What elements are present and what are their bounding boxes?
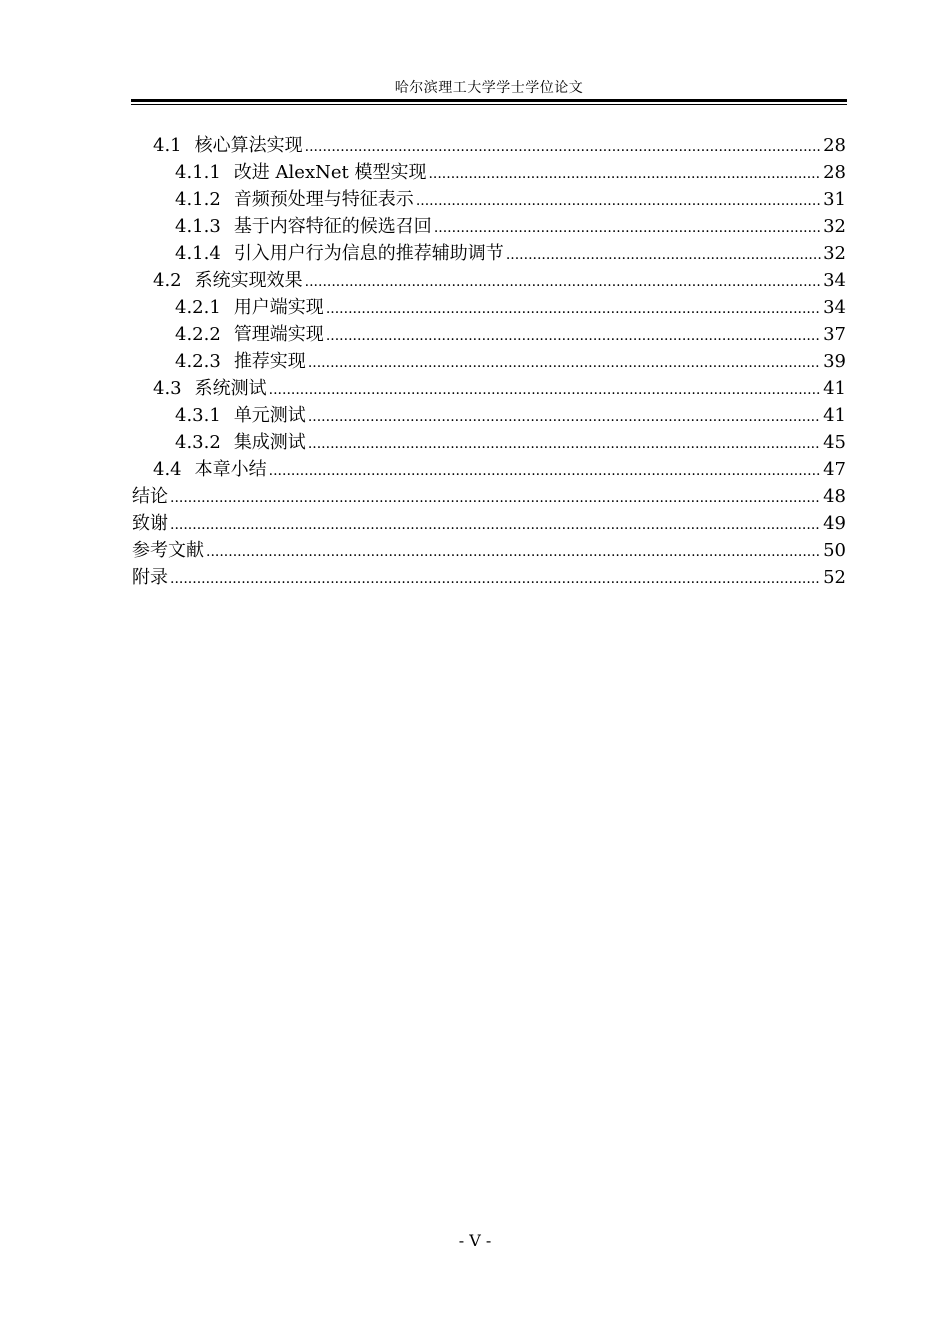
toc-entry-number: 4.3.2 (175, 432, 221, 453)
toc-entry-title: 音频预处理与特征表示 (233, 189, 414, 210)
toc-entry-title: 系统测试 (194, 378, 267, 399)
toc-entry[interactable] (132, 564, 846, 591)
toc-entry-page: 49 (823, 513, 846, 534)
toc-entry-page: 32 (823, 216, 846, 237)
toc-entry-title: 致谢 (132, 513, 168, 534)
toc-entry[interactable] (132, 294, 846, 321)
toc-dot-leader (170, 564, 821, 593)
toc-dot-leader (305, 132, 821, 161)
toc-entry-title: 单元测试 (233, 405, 306, 426)
toc-entry-page: 28 (823, 162, 846, 183)
toc-entry-page: 28 (823, 135, 846, 156)
toc-entry-page: 50 (823, 540, 846, 561)
toc-entry-number: 4.1 (153, 135, 182, 156)
table-of-contents (132, 132, 846, 591)
toc-entry-page: 48 (823, 486, 846, 507)
toc-dot-leader (434, 213, 821, 242)
toc-entry-number: 4.2 (153, 270, 182, 291)
toc-entry-number: 4.4 (153, 459, 182, 480)
toc-entry-number: 4.1.2 (175, 189, 221, 210)
toc-entry-page: 52 (823, 567, 846, 588)
toc-entry-title: 系统实现效果 (194, 270, 303, 291)
toc-entry-title: 结论 (132, 486, 168, 507)
toc-entry-number: 4.1.4 (175, 243, 221, 264)
toc-entry[interactable] (132, 375, 846, 402)
toc-entry-title: 推荐实现 (233, 351, 306, 372)
toc-entry-title: 管理端实现 (233, 324, 324, 345)
toc-entry-title: 基于内容特征的候选召回 (233, 216, 432, 237)
toc-entry-page: 41 (823, 405, 846, 426)
toc-dot-leader (308, 429, 821, 458)
toc-entry-title: 参考文献 (132, 540, 204, 561)
toc-entry[interactable] (132, 537, 846, 564)
toc-entry-number: 4.1.1 (175, 162, 221, 183)
toc-dot-leader (428, 159, 821, 188)
toc-entry[interactable] (132, 510, 846, 537)
toc-entry[interactable] (132, 321, 846, 348)
toc-dot-leader (506, 240, 821, 269)
toc-entry[interactable] (132, 348, 846, 375)
toc-entry-title: 核心算法实现 (194, 135, 303, 156)
page-number: - V - (458, 1231, 492, 1250)
toc-entry-number: 4.3.1 (175, 405, 221, 426)
toc-entry[interactable] (132, 429, 846, 456)
toc-dot-leader (416, 186, 821, 215)
toc-entry[interactable] (132, 213, 846, 240)
toc-entry-number: 4.3 (153, 378, 182, 399)
toc-dot-leader (269, 375, 821, 404)
header-rule-thin (131, 104, 847, 105)
toc-entry[interactable] (132, 456, 846, 483)
toc-entry-title: 改进 AlexNet 模型实现 (233, 162, 427, 183)
toc-entry[interactable] (132, 240, 846, 267)
toc-entry-number: 4.2.2 (175, 324, 221, 345)
toc-dot-leader (326, 294, 821, 323)
toc-entry-page: 34 (823, 270, 846, 291)
toc-entry-page: 31 (823, 189, 846, 210)
toc-dot-leader (269, 456, 821, 485)
toc-entry-title: 集成测试 (233, 432, 306, 453)
toc-dot-leader (170, 510, 821, 539)
toc-entry[interactable] (132, 402, 846, 429)
toc-dot-leader (308, 402, 821, 431)
toc-dot-leader (206, 537, 821, 566)
toc-entry-page: 37 (823, 324, 846, 345)
toc-entry[interactable] (132, 483, 846, 510)
page-header-title: 哈尔滨理工大学学士学位论文 (394, 80, 584, 96)
toc-entry-page: 41 (823, 378, 846, 399)
toc-dot-leader (308, 348, 821, 377)
toc-entry-title: 用户端实现 (233, 297, 324, 318)
toc-entry-number: 4.1.3 (175, 216, 221, 237)
toc-entry-title: 本章小结 (194, 459, 267, 480)
header-rule-thick (131, 99, 847, 102)
toc-entry-page: 32 (823, 243, 846, 264)
toc-entry-title: 附录 (132, 567, 168, 588)
toc-entry-number: 4.2.1 (175, 297, 221, 318)
toc-entry-page: 34 (823, 297, 846, 318)
toc-entry[interactable] (132, 186, 846, 213)
toc-dot-leader (170, 483, 821, 512)
toc-entry-page: 45 (823, 432, 846, 453)
toc-entry[interactable] (132, 267, 846, 294)
toc-dot-leader (305, 267, 821, 296)
toc-entry[interactable] (132, 132, 846, 159)
toc-entry[interactable] (132, 159, 846, 186)
toc-entry-number: 4.2.3 (175, 351, 221, 372)
toc-dot-leader (326, 321, 821, 350)
toc-entry-page: 47 (823, 459, 846, 480)
toc-entry-page: 39 (823, 351, 846, 372)
toc-entry-title: 引入用户行为信息的推荐辅助调节 (233, 243, 504, 264)
